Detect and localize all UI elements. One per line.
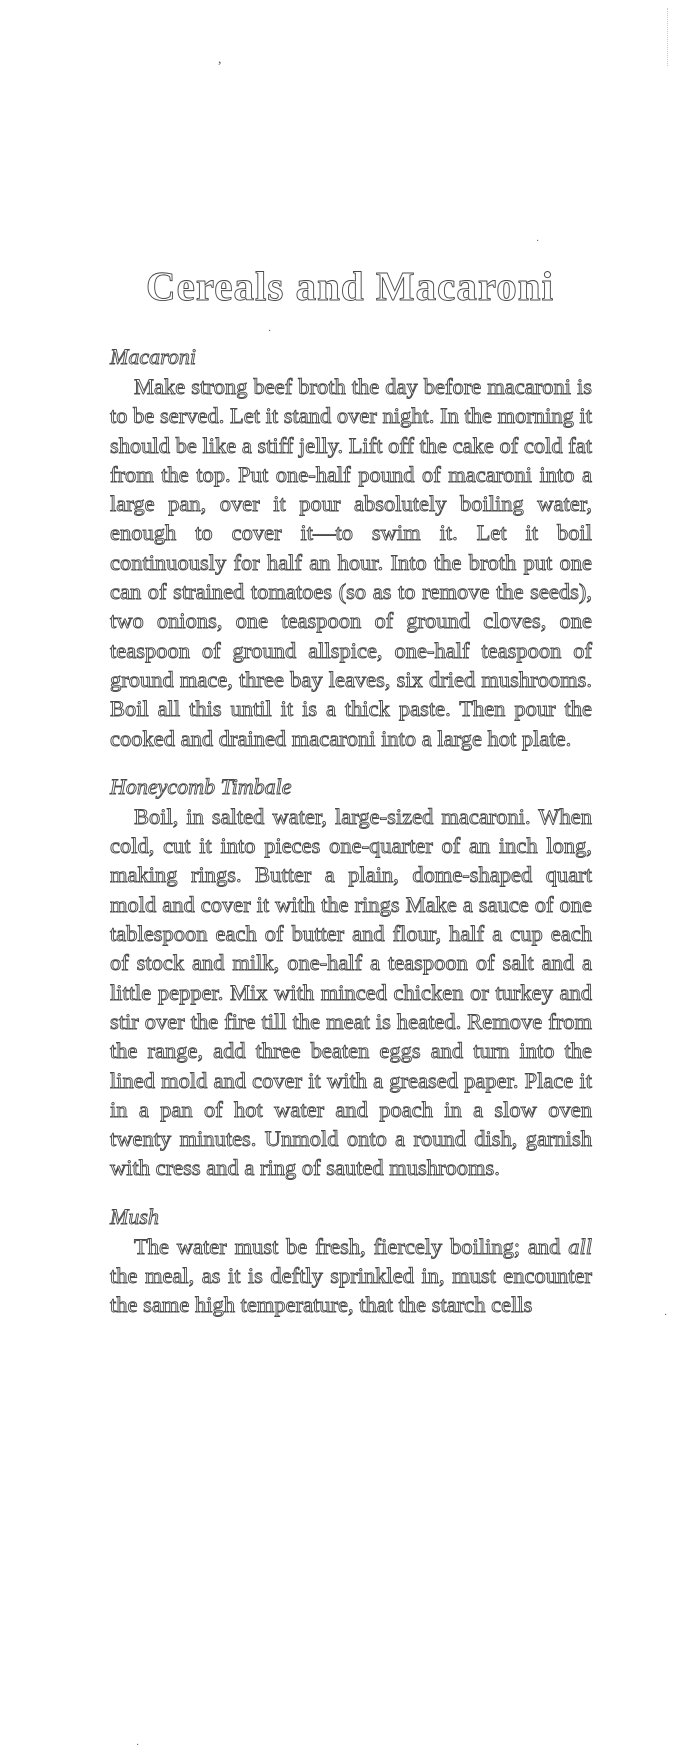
recipe-heading: Honeycomb Timbale	[110, 773, 292, 799]
recipe-honeycomb-timbale	[110, 772, 592, 1183]
stray-dot-mark: ·	[536, 236, 540, 247]
recipe-body-text: the meal, as it is deftly sprinkled in, must encounter the same high temperature, that the starch cells	[110, 1263, 592, 1318]
page-edge-line	[667, 8, 669, 66]
recipe-mush	[110, 1202, 592, 1320]
recipe-body	[110, 1232, 592, 1320]
recipe-body: Make strong beef broth the day before macaroni is to be served. Let it stand over night. In the morning it should be like a stiff jelly. Lift off the cake of cold fat from the top. Put one-half pound of macaroni into a large pan, over it pour absolutely boiling water, enough to cover it—to swim it. Let it boil continuously for half an hour. Into the broth put one can of strained tomatoes (so as to remove the seeds), two onions, one teaspoon of ground cloves, one teaspoon of ground allspice, one-half teaspoon of ground mace, three bay leaves, six dried mushrooms. Boil all this until it is a thick paste. Then pour the cooked and drained macaroni into a large hot plate.	[110, 374, 592, 751]
recipe-body: Boil, in salted water, large-sized macaroni. When cold, cut it into pieces one-quarter of an inch long, making rings. Butter a plain, dome-shaped quart mold and cover it with the rings Make a sauce of one tablespoon each of butter and flour, half a cup each of stock and milk, one-half a teaspoon of salt and a little pepper. Mix with minced chicken or turkey and stir over the fire till the meat is heated. Remove from the range, add three beaten eggs and turn into the lined mold and cover it with a greased paper. Place it in a pan of hot water and poach in a slow oven twenty minutes. Unmold onto a round dish, garnish with cress and a ring of sauted mushrooms.	[110, 803, 592, 1181]
recipe-list	[110, 342, 592, 1320]
stray-dot-mark: ·	[136, 1740, 140, 1751]
recipe-body-emphasis: all	[568, 1233, 592, 1259]
stray-dot-mark: ·	[268, 326, 272, 337]
recipe-heading: Mush	[110, 1203, 159, 1229]
stray-dot-mark: ·	[664, 1310, 668, 1321]
recipe-macaroni	[110, 342, 592, 753]
recipe-body-text: The water must be fresh, fiercely boiling; and	[134, 1233, 569, 1259]
page-title: Cereals and Macaroni	[146, 263, 554, 309]
stray-comma-mark: ,	[218, 52, 222, 67]
recipe-heading: Macaroni	[110, 344, 196, 369]
